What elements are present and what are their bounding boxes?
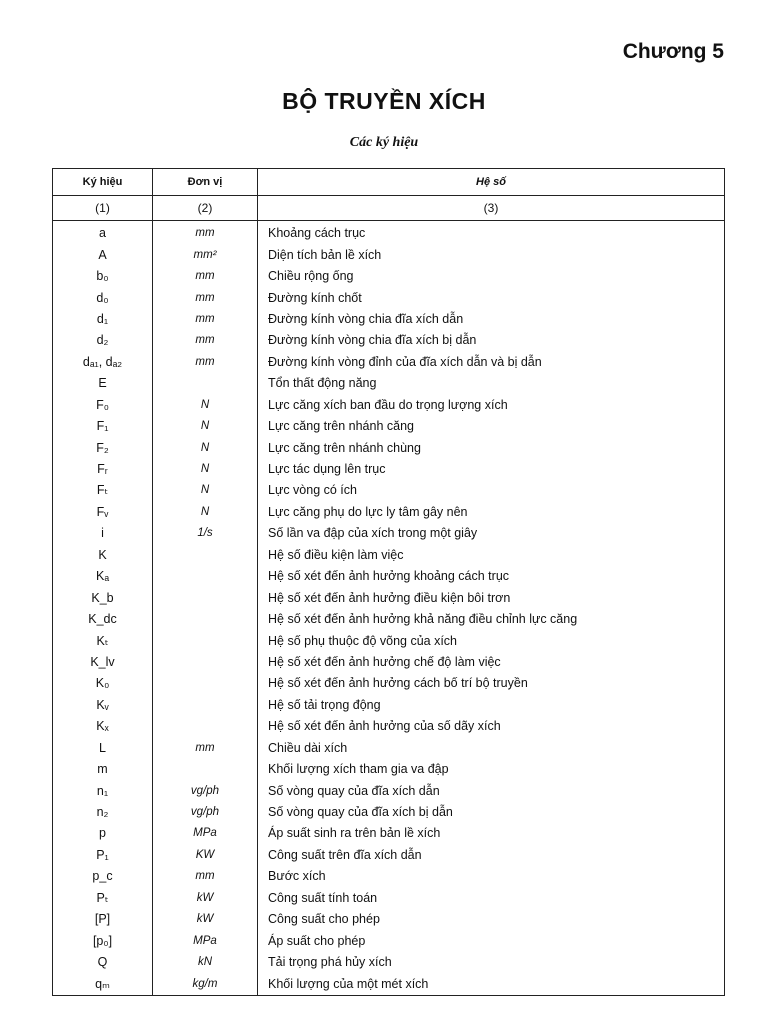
unit-cell: mm [153, 309, 258, 330]
unit-cell: N [153, 437, 258, 458]
unit-cell: mm [153, 738, 258, 759]
symbol-cell: Pₜ [53, 888, 153, 909]
table-row [53, 416, 725, 437]
symbol-cell: Fₜ [53, 480, 153, 501]
unit-cell: N [153, 416, 258, 437]
symbol-cell: F₀ [53, 395, 153, 416]
symbol-cell: L [53, 738, 153, 759]
symbol-cell: K_dc [53, 609, 153, 630]
table-row [53, 609, 725, 630]
description-cell: Đường kính chốt [258, 287, 725, 308]
table-row [53, 695, 725, 716]
symbol-cell: qₘ [53, 973, 153, 995]
description-cell: Hệ số điều kiện làm việc [258, 545, 725, 566]
description-cell: Công suất cho phép [258, 909, 725, 930]
description-cell: Diện tích bản lề xích [258, 244, 725, 265]
header-unit: Đơn vị [153, 169, 258, 196]
symbol-cell: i [53, 523, 153, 544]
symbol-cell: Kₓ [53, 716, 153, 737]
description-cell: Tải trọng phá hủy xích [258, 952, 725, 973]
unit-cell: mm [153, 266, 258, 287]
description-cell: Chiều rộng ống [258, 266, 725, 287]
unit-cell [153, 716, 258, 737]
chapter-label: Chương 5 [622, 40, 724, 63]
table-row [53, 330, 725, 351]
table-row [53, 888, 725, 909]
symbol-cell: d₁ [53, 309, 153, 330]
table-row [53, 952, 725, 973]
unit-cell: vg/ph [153, 802, 258, 823]
table-row [53, 566, 725, 587]
description-cell: Đường kính vòng chia đĩa xích bị dẫn [258, 330, 725, 351]
description-cell: Lực căng xích ban đầu do trọng lượng xích [258, 395, 725, 416]
table-row [53, 352, 725, 373]
table-row [53, 287, 725, 308]
column-number-row [53, 196, 725, 221]
table-row [53, 523, 725, 544]
table-row [53, 780, 725, 801]
symbol-cell: K₀ [53, 673, 153, 694]
description-cell: Khoảng cách trục [258, 221, 725, 245]
column-number-1: (1) [53, 196, 153, 221]
description-cell: Hệ số xét đến ảnh hưởng điều kiện bôi trơn [258, 587, 725, 608]
symbol-cell: F₂ [53, 437, 153, 458]
description-cell: Hệ số xét đến ảnh hưởng cách bố trí bộ truyền [258, 673, 725, 694]
symbol-cell: Kᵥ [53, 695, 153, 716]
unit-cell [153, 695, 258, 716]
symbol-cell: [p₀] [53, 930, 153, 951]
table-row [53, 673, 725, 694]
unit-cell: 1/s [153, 523, 258, 544]
description-cell: Bước xích [258, 866, 725, 887]
table-row [53, 437, 725, 458]
symbol-cell: K_lv [53, 652, 153, 673]
description-cell: Lực căng trên nhánh chùng [258, 437, 725, 458]
table-row [53, 266, 725, 287]
symbol-cell: K [53, 545, 153, 566]
table-row [53, 802, 725, 823]
symbol-cell: K_b [53, 587, 153, 608]
unit-cell: MPa [153, 823, 258, 844]
unit-cell: mm [153, 866, 258, 887]
table-row [53, 502, 725, 523]
symbol-cell: E [53, 373, 153, 394]
table-row [53, 545, 725, 566]
unit-cell: mm [153, 221, 258, 245]
table-body [53, 221, 725, 996]
table-row [53, 221, 725, 245]
description-cell: Hệ số xét đến ảnh hưởng chế độ làm việc [258, 652, 725, 673]
unit-cell [153, 652, 258, 673]
table-row [53, 652, 725, 673]
table-row [53, 759, 725, 780]
symbol-cell: [P] [53, 909, 153, 930]
symbol-cell: n₁ [53, 780, 153, 801]
symbol-cell: Kₜ [53, 630, 153, 651]
table-row [53, 823, 725, 844]
unit-cell: mm² [153, 244, 258, 265]
description-cell: Số vòng quay của đĩa xích bị dẫn [258, 802, 725, 823]
description-cell: Hệ số tải trọng động [258, 695, 725, 716]
description-cell: Khối lượng xích tham gia va đập [258, 759, 725, 780]
symbol-cell: m [53, 759, 153, 780]
table-row [53, 630, 725, 651]
symbol-cell: d₀ [53, 287, 153, 308]
description-cell: Tổn thất động năng [258, 373, 725, 394]
header-symbol: Ký hiệu [53, 169, 153, 196]
description-cell: Lực vòng có ích [258, 480, 725, 501]
table-row [53, 373, 725, 394]
symbol-cell: F₁ [53, 416, 153, 437]
symbol-cell: p_c [53, 866, 153, 887]
table-subtitle: Các ký hiệu [349, 135, 419, 150]
table-row [53, 866, 725, 887]
table-header-row [53, 169, 725, 196]
page-title: BỘ TRUYỀN XÍCH [282, 88, 486, 114]
description-cell: Lực căng trên nhánh căng [258, 416, 725, 437]
unit-cell: kW [153, 909, 258, 930]
description-cell: Công suất trên đĩa xích dẫn [258, 845, 725, 866]
table-row [53, 845, 725, 866]
symbol-cell: Fᵥ [53, 502, 153, 523]
symbol-cell: Fᵣ [53, 459, 153, 480]
description-cell: Khối lượng của một mét xích [258, 973, 725, 995]
description-cell: Áp suất cho phép [258, 930, 725, 951]
description-cell: Đường kính vòng chia đĩa xích dẫn [258, 309, 725, 330]
symbol-cell: A [53, 244, 153, 265]
table-row [53, 480, 725, 501]
symbol-cell: P₁ [53, 845, 153, 866]
symbol-cell: d₂ [53, 330, 153, 351]
description-cell: Chiều dài xích [258, 738, 725, 759]
unit-cell [153, 759, 258, 780]
unit-cell: kN [153, 952, 258, 973]
symbol-cell: a [53, 221, 153, 245]
table-row [53, 309, 725, 330]
description-cell: Lực tác dụng lên trục [258, 459, 725, 480]
unit-cell [153, 587, 258, 608]
unit-cell: MPa [153, 930, 258, 951]
unit-cell [153, 609, 258, 630]
table-row [53, 459, 725, 480]
unit-cell: vg/ph [153, 780, 258, 801]
symbol-cell: b₀ [53, 266, 153, 287]
unit-cell: N [153, 395, 258, 416]
unit-cell: mm [153, 287, 258, 308]
unit-cell [153, 566, 258, 587]
description-cell: Hệ số xét đến ảnh hưởng của số dãy xích [258, 716, 725, 737]
table-row [53, 395, 725, 416]
header-description: Hệ số [258, 169, 725, 196]
table-row [53, 738, 725, 759]
unit-cell [153, 373, 258, 394]
description-cell: Số vòng quay của đĩa xích dẫn [258, 780, 725, 801]
table-row [53, 973, 725, 995]
table-row [53, 716, 725, 737]
unit-cell: mm [153, 352, 258, 373]
unit-cell: N [153, 502, 258, 523]
description-cell: Đường kính vòng đỉnh của đĩa xích dẫn và bị dẫn [258, 352, 725, 373]
symbol-cell: Kₐ [53, 566, 153, 587]
symbol-cell: p [53, 823, 153, 844]
unit-cell [153, 545, 258, 566]
column-number-2: (2) [153, 196, 258, 221]
description-cell: Số lần va đập của xích trong một giây [258, 523, 725, 544]
symbol-cell: dₐ₁, dₐ₂ [53, 352, 153, 373]
description-cell: Hệ số phụ thuộc độ võng của xích [258, 630, 725, 651]
unit-cell: N [153, 480, 258, 501]
table-row [53, 909, 725, 930]
unit-cell [153, 630, 258, 651]
table-row [53, 930, 725, 951]
description-cell: Hệ số xét đến ảnh hưởng khoảng cách trục [258, 566, 725, 587]
description-cell: Lực căng phụ do lực ly tâm gây nên [258, 502, 725, 523]
description-cell: Hệ số xét đến ảnh hưởng khả năng điều chỉnh lực căng [258, 609, 725, 630]
table-row [53, 244, 725, 265]
unit-cell [153, 673, 258, 694]
symbol-cell: Q [53, 952, 153, 973]
description-cell: Công suất tính toán [258, 888, 725, 909]
symbols-table [52, 168, 725, 996]
description-cell: Áp suất sinh ra trên bản lề xích [258, 823, 725, 844]
table-row [53, 587, 725, 608]
unit-cell: kg/m [153, 973, 258, 995]
column-number-3: (3) [258, 196, 725, 221]
unit-cell: kW [153, 888, 258, 909]
unit-cell: KW [153, 845, 258, 866]
unit-cell: mm [153, 330, 258, 351]
unit-cell: N [153, 459, 258, 480]
symbol-cell: n₂ [53, 802, 153, 823]
